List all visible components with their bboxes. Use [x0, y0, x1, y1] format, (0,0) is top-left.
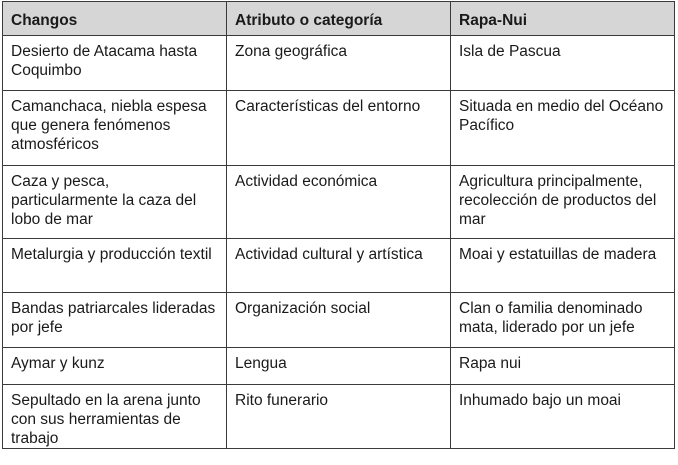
cell-attribute: Rito funerario	[227, 385, 451, 449]
cell-rapa-nui: Rapa nui	[451, 348, 675, 385]
cell-changos: Camanchaca, niebla espesa que genera fenómenos atmosféricos	[3, 91, 227, 166]
header-atributo: Atributo o categoría	[227, 2, 451, 36]
cell-attribute: Actividad económica	[227, 166, 451, 239]
cell-attribute: Características del entorno	[227, 91, 451, 166]
cell-changos: Sepultado en la arena junto con sus herramientas de trabajo	[3, 385, 227, 449]
header-changos: Changos	[3, 2, 227, 36]
table-header	[3, 2, 675, 36]
header-row	[3, 2, 675, 36]
header-rapa-nui: Rapa-Nui	[451, 2, 675, 36]
cell-attribute: Actividad cultural y artística	[227, 239, 451, 293]
table-row	[3, 91, 675, 166]
cell-changos: Aymar y kunz	[3, 348, 227, 385]
cell-changos: Metalurgia y producción textil	[3, 239, 227, 293]
table-row	[3, 385, 675, 449]
cell-attribute: Lengua	[227, 348, 451, 385]
cell-rapa-nui: Situada en medio del Océano Pacífico	[451, 91, 675, 166]
table-row	[3, 239, 675, 293]
cell-changos: Caza y pesca, particularmente la caza del lobo de mar	[3, 166, 227, 239]
comparison-table	[2, 1, 675, 449]
cell-rapa-nui: Moai y estatuillas de madera	[451, 239, 675, 293]
table-row	[3, 166, 675, 239]
cell-rapa-nui: Agricultura principalmente, recolección de productos del mar	[451, 166, 675, 239]
table-row	[3, 293, 675, 348]
cell-rapa-nui: Clan o familia denominado mata, liderado por un jefe	[451, 293, 675, 348]
table-row	[3, 36, 675, 91]
cell-rapa-nui: Isla de Pascua	[451, 36, 675, 91]
cell-changos: Desierto de Atacama hasta Coquimbo	[3, 36, 227, 91]
cell-attribute: Organización social	[227, 293, 451, 348]
cell-attribute: Zona geográfica	[227, 36, 451, 91]
table-body	[3, 36, 675, 449]
cell-rapa-nui: Inhumado bajo un moai	[451, 385, 675, 449]
table-row	[3, 348, 675, 385]
cell-changos: Bandas patriarcales lideradas por jefe	[3, 293, 227, 348]
